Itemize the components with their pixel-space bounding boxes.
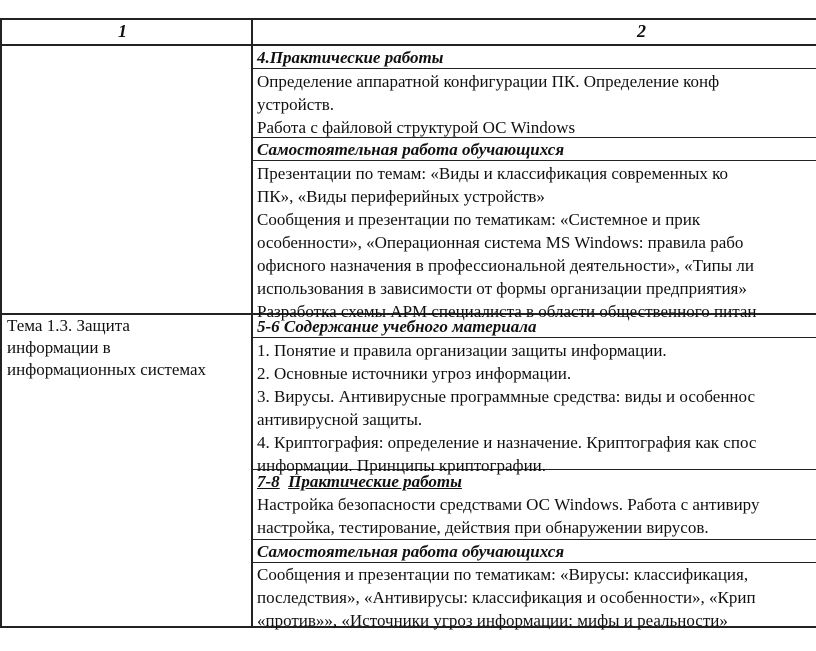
- practical-works-heading: 4.Практические работы: [257, 48, 444, 67]
- topic-title-line: информации в: [7, 338, 111, 357]
- self-study-heading: Самостоятельная работа обучающихся: [257, 140, 565, 159]
- list-item: 4. Криптография: определение и назначение. Криптография как спос: [257, 433, 757, 452]
- content-heading: 5-6 Содержание учебного материала: [257, 317, 537, 336]
- practical-number: 7-8: [257, 472, 280, 491]
- text-line: Определение аппаратной конфигурации ПК. Определение конф: [257, 72, 720, 91]
- text-line: Работа с файловой структурой ОС Windows: [257, 118, 576, 137]
- header-col-1: 1: [118, 21, 127, 41]
- text-line: особенности», «Операционная система MS Windows: правила рабо: [257, 233, 744, 252]
- topic-title-line: информационных системах: [7, 360, 207, 379]
- list-item: 2. Основные источники угроз информации.: [257, 364, 572, 383]
- topic-self-study-heading: Самостоятельная работа обучающихся: [257, 542, 565, 561]
- practical-works-content: [257, 70, 816, 139]
- column-divider: [251, 18, 253, 628]
- practical-title: Практические работы: [288, 472, 462, 491]
- topic-practical-content: [257, 493, 816, 539]
- content-list: [257, 339, 816, 477]
- header-col-2: 2: [637, 21, 646, 41]
- text-line: Сообщения и презентации по тематикам: «Системное и прик: [257, 210, 701, 229]
- text-line: Разработка схемы АРМ специалиста в области общественного питан: [257, 302, 757, 321]
- list-item: антивирусной защиты.: [257, 410, 423, 429]
- table-top-border: [0, 18, 816, 20]
- text-line: Настройка безопасности средствами ОС Windows. Работа с антивиру: [257, 495, 760, 514]
- text-line: устройств.: [257, 95, 335, 114]
- topic-title: [7, 315, 237, 381]
- topic-self-study-content: [257, 563, 816, 632]
- topic-title-line: Тема 1.3. Защита: [7, 316, 130, 335]
- text-line: Сообщения и презентации по тематикам: «Вирусы: классификация,: [257, 565, 749, 584]
- text-line: Презентации по темам: «Виды и классификация современных ко: [257, 164, 729, 183]
- text-line: использования в зависимости от формы организации предприятия»: [257, 279, 747, 298]
- list-item: 1. Понятие и правила организации защиты информации.: [257, 341, 667, 360]
- text-line: настройка, тестирование, действия при обнаружении вирусов.: [257, 518, 709, 537]
- table-left-border: [0, 18, 2, 628]
- self-study-content: [257, 162, 816, 323]
- text-line: «против»», «Источники угроз информации: мифы и реальности»: [257, 611, 728, 630]
- list-item: информации. Принципы криптографии.: [257, 456, 547, 475]
- list-item: 3. Вирусы. Антивирусные программные средства: виды и особеннос: [257, 387, 755, 406]
- text-line: офисного назначения в профессиональной деятельности», «Типы ли: [257, 256, 754, 275]
- text-line: последствия», «Антивирусы: классификация и особенности», «Крип: [257, 588, 756, 607]
- text-line: ПК», «Виды периферийных устройств»: [257, 187, 545, 206]
- topic-practical-heading: [257, 470, 816, 493]
